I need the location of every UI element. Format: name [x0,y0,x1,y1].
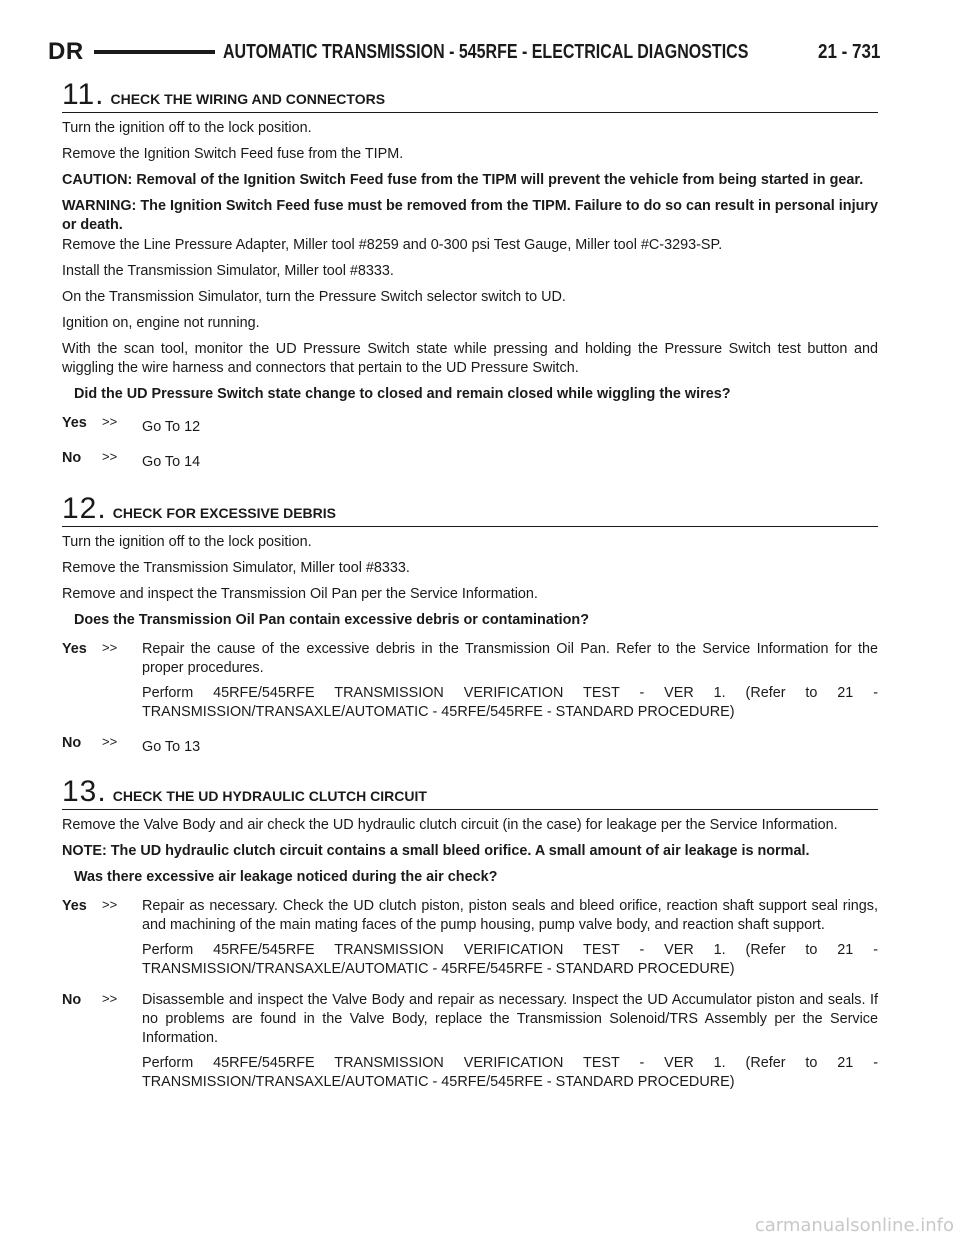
answer-text: Repair the cause of the excessive debris in the Transmission Oil Pan. Refer to the Service Information for the proper procedures. [142,641,878,676]
instruction: With the scan tool, monitor the UD Pressure Switch state while pressing and holding the Pressure Switch test button and wiggling the wire harness and connectors that pertain to the UD Pressure Switch. [62,341,878,376]
instruction: On the Transmission Simulator, turn the Pressure Switch selector switch to UD. [62,289,566,305]
instruction: Turn the ignition off to the lock position. [62,534,312,550]
document-body [62,80,878,1112]
verification-test: Perform 45RFE/545RFE TRANSMISSION VERIFICATION TEST - VER 1. (Refer to 21 - TRANSMISSION/TRANSAXLE/AUTOMATIC - 45RFE/545RFE - STANDARD PROCEDURE) [142,1055,878,1090]
step-heading [62,80,878,113]
answer-text: Go To 12 [142,419,201,435]
watermark: carmanualsonline.info [754,1215,954,1236]
answer-yes [62,640,878,728]
instruction: Remove the Transmission Simulator, Miller tool #8333. [62,560,410,576]
diagnostic-question: Did the UD Pressure Switch state change to closed and remain closed while wiggling the wires? [74,386,731,402]
verification-test: Perform 45RFE/545RFE TRANSMISSION VERIFICATION TEST - VER 1. (Refer to 21 - TRANSMISSION/TRANSAXLE/AUTOMATIC - 45RFE/545RFE - STANDARD PROCEDURE) [142,942,878,977]
answer-no [62,734,878,763]
answer-text: Disassemble and inspect the Valve Body and repair as necessary. Inspect the UD Accumulator piston and seals. If no problems are found in the Valve Body, replace the Transmission Solenoid/TRS Assembly per the Service Information. [142,992,878,1046]
step-11 [62,80,878,478]
verification-test: Perform 45RFE/545RFE TRANSMISSION VERIFICATION TEST - VER 1. (Refer to 21 - TRANSMISSION/TRANSAXLE/AUTOMATIC - 45RFE/545RFE - STANDARD PROCEDURE) [142,685,878,720]
note: NOTE: The UD hydraulic clutch circuit contains a small bleed orifice. A small amount of air leakage is normal. [62,843,810,859]
arrow-icon: >> [102,734,118,749]
arrow-icon: >> [102,449,118,464]
arrow-icon: >> [102,897,118,912]
diagnostic-question: Does the Transmission Oil Pan contain excessive debris or contamination? [74,612,590,628]
vehicle-code: DR [48,38,84,65]
page-number: 21 - 731 [817,40,880,63]
page-header [48,36,880,68]
step-heading [62,494,878,527]
section-title: AUTOMATIC TRANSMISSION - 545RFE - ELECTRICAL DIAGNOSTICS [223,40,749,63]
answer-no [62,991,878,1098]
step-number: 12. [62,492,107,525]
answer-text: Repair as necessary. Check the UD clutch piston, piston seals and bleed orifice, reaction shaft support seal rings, and machining of the main mating faces of the pump housing, pump valve body, and reaction shaft support. [142,898,878,933]
step-number: 11. [62,78,105,111]
instruction: Install the Transmission Simulator, Miller tool #8333. [62,263,394,279]
instruction: Remove the Valve Body and air check the UD hydraulic clutch circuit (in the case) for leakage per the Service Information. [62,817,838,833]
header-rule [94,50,216,54]
answer-yes [62,414,878,443]
answer-yes [62,897,878,985]
answer-no [62,449,878,478]
instruction: Remove the Ignition Switch Feed fuse from the TIPM. [62,146,404,162]
answer-label: Yes [62,415,87,431]
arrow-icon: >> [102,640,118,655]
answer-label: No [62,735,82,751]
arrow-icon: >> [102,991,118,1006]
step-title: CHECK FOR EXCESSIVE DEBRIS [112,505,336,521]
answer-label: Yes [62,641,87,657]
answer-label: No [62,992,82,1008]
caution-note: CAUTION: Removal of the Ignition Switch Feed fuse from the TIPM will prevent the vehicle from being started in gear. [62,172,864,188]
answer-label: No [62,450,82,466]
instruction: Remove the Line Pressure Adapter, Miller tool #8259 and 0-300 psi Test Gauge, Miller tool #C-3293-SP. [62,237,723,253]
step-12 [62,494,878,763]
instruction: Ignition on, engine not running. [62,315,260,331]
step-heading [62,777,878,810]
step-number: 13. [62,775,107,808]
answer-text: Go To 13 [142,739,201,755]
step-title: CHECK THE WIRING AND CONNECTORS [110,91,386,107]
step-title: CHECK THE UD HYDRAULIC CLUTCH CIRCUIT [112,788,427,804]
answer-text: Go To 14 [142,454,201,470]
instruction: Turn the ignition off to the lock position. [62,120,312,136]
step-13 [62,777,878,1098]
instruction: Remove and inspect the Transmission Oil Pan per the Service Information. [62,586,538,602]
arrow-icon: >> [102,414,118,429]
diagnostic-question: Was there excessive air leakage noticed during the air check? [74,869,498,885]
answer-label: Yes [62,898,87,914]
warning-note: WARNING: The Ignition Switch Feed fuse must be removed from the TIPM. Failure to do so can result in personal injury or death. [62,198,878,233]
